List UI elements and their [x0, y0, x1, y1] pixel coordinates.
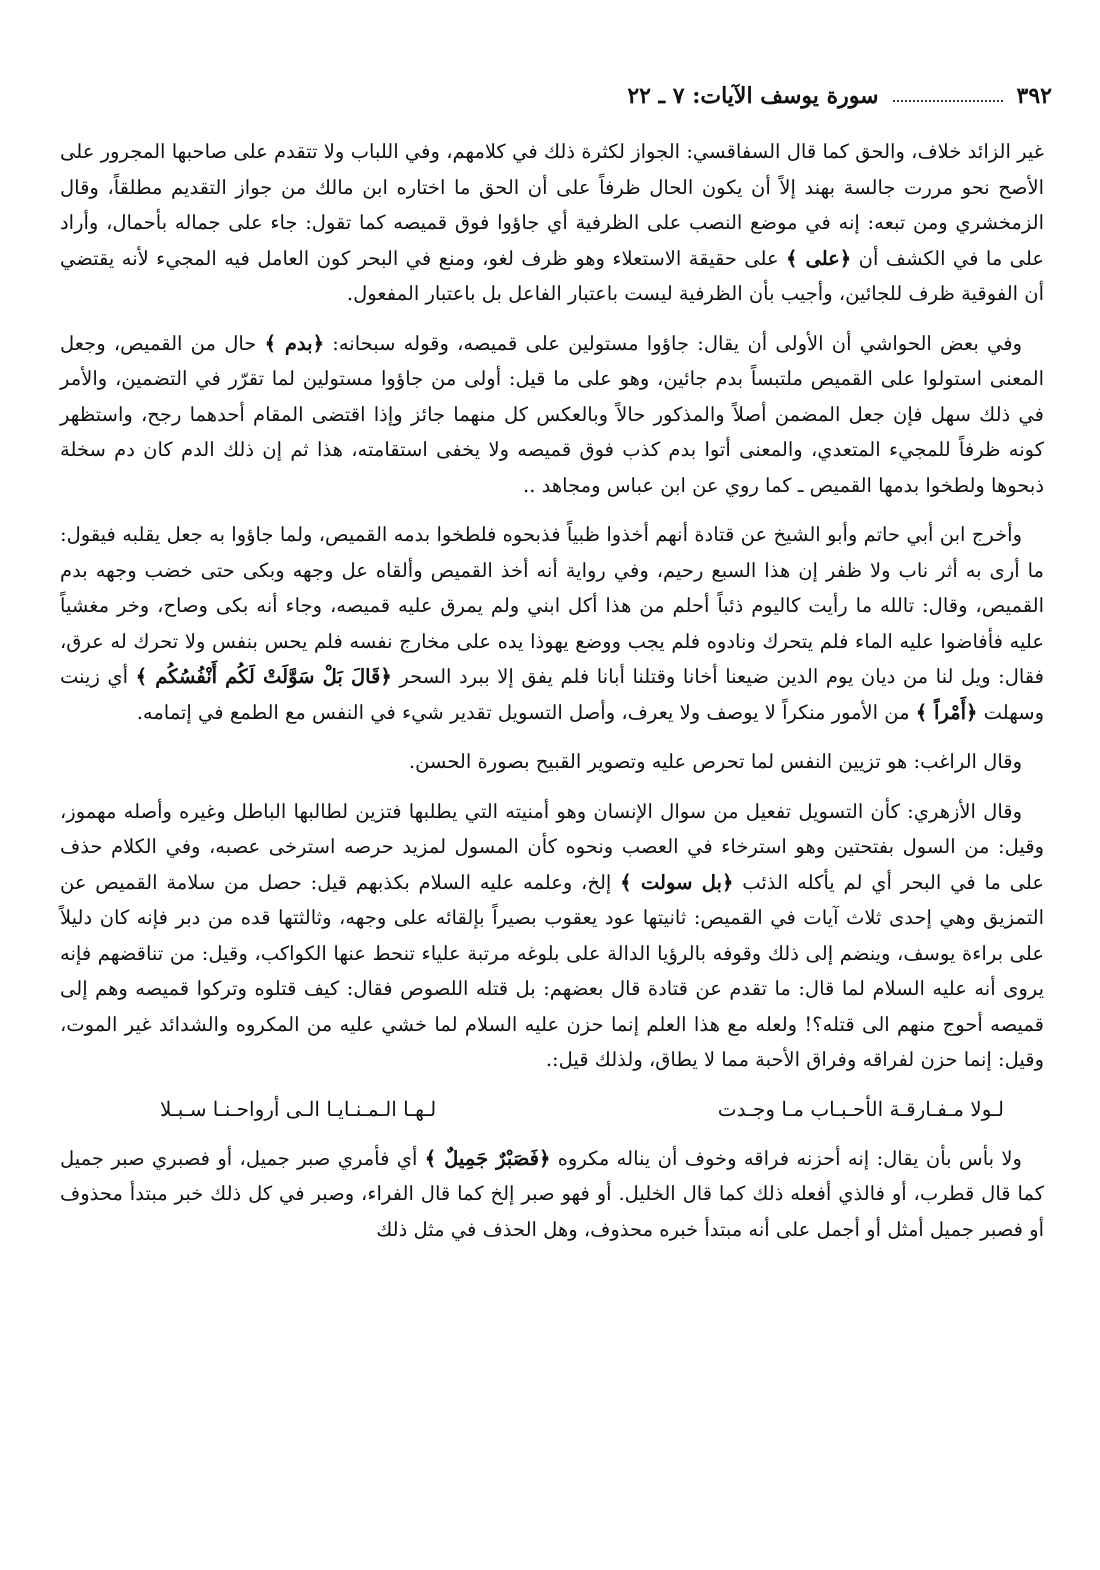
- quran-quote: ﴿بدم ﴾: [264, 331, 325, 355]
- text-run: وقال الأزهري: كأن التسويل تفعيل من سوال الإنسان وهو أمنيته التي يطلبها فتزين لطالبها الباطل وغيره وأصله مهموز، وقيل: من السول بفتحتين وهو استرخاء في العصب ونحوه كأن المسول لمزيد حرصه استرخى عصبه، وفي الكلام حذف على ما في البحر أي لم يأكله الذئب: [60, 799, 1044, 894]
- paragraph: [60, 134, 1044, 312]
- text-run: وقال الراغب: هو تزيين النفس لما تحرص عليه وتصوير القبيح بصورة الحسن.: [408, 750, 1022, 773]
- header-dotted-leader: [893, 100, 1003, 102]
- text-run: وفي بعض الحواشي أن الأولى أن يقال: جاؤوا مستولين على قميصه، وقوله سبحانه:: [324, 331, 1022, 355]
- text-run: وأخرج ابن أبي حاتم وأبو الشيخ عن قتادة أنهم أخذوا ظبياً فذبحوه فلطخوا بدمه القميص، ولما جاؤوا به جعل يقلبه فيقول: ما أرى به أثر ناب ولا ظفر إن هذا السبع رحيم، وفي رواية أنه أخذ القميص وألقاه عل وجهه وبكى حتى خضب وجهه بدم القميص، وقال: تالله ما رأيت كاليوم ذئباً أحلم من هذا أكل ابني ولم يمرق عليه قميصه، وجاء أنه بكى وصاح، وخر مغشياً عليه فأفاضوا عليه الماء فلم يتحرك ونادوه فلم يجب ووضع يهوذا يده على مخارج نفسه فلم يحس بنفس ولا تحرك له عرق، فقال: ويل لنا من ديان يوم الدين ضيعنا أخانا وقتلنا أبانا فلم يفق إلا ببرد السحر: [60, 523, 1044, 688]
- paragraph: [60, 1141, 1044, 1248]
- quran-quote: ﴿فَصَبْرٌ جَمِيلٌ ﴾: [424, 1146, 551, 1170]
- text-run: ولا بأس بأن يقال: إنه أحزنه فراقه وخوف أن يناله مكروه: [550, 1146, 1022, 1170]
- text-run: أي زينت وسهلت: [60, 665, 1044, 724]
- paragraph: [60, 744, 1044, 780]
- page-body: [60, 134, 1044, 1261]
- quran-quote: ﴿أَمْراً ﴾: [915, 700, 978, 724]
- verse-hemistich-left: لـهـا الـمـنـايـا الـى أرواحـنـا سـبـلا: [160, 1096, 437, 1121]
- text-run: حال من القميص، وجعل المعنى استولوا على القميص ملتبساً بدم جائين، وهو على ما قيل: أولى من جاؤوا مستولين لما تقرّر في التضمين، والأمر في ذلك سهل فإن جعل المضمن أصلاً والمذكور حالاً وبالعكس كل منهما جائز وإذا اقتضى المقام أحدهما رجح، واستظهر كونه ظرفاً للمجيء المتعدي، والمعنى أتوا بدم كذب فوق قميصه ولا يخفى استقامته، هذا ثم إن ذلك الدم كان دم سخلة ذبحوها ولطخوا بدمها القميص ـ كما روي عن ابن عباس ومجاهد ..: [60, 331, 1044, 497]
- text-run: غير الزائد خلاف، والحق كما قال السفاقسي: الجواز لكثرة ذلك في كلامهم، وفي اللباب ولا تتقدم على صاحبها المجرور على الأصح نحو مررت جالسة بهند إلاً أن يكون الحال ظرفاً على أن الحق ما اختاره ابن مالك من جواز التقديم مطلقاً، وقال الزمخشري ومن تبعه: إنه في موضع النصب على الظرفية أي جاؤوا فوق قميصه كما تقول: جاء على جماله بأحمال، وأراد على ما في الكشف أن: [60, 140, 1045, 270]
- text-run: على حقيقة الاستعلاء وهو ظرف لغو، ومنع في البحر كون العامل فيه المجيء لأنه يقتضي أن الفوقية ظرف للجائين، وأجيب بأن الظرفية ليست باعتبار الفاعل بل باعتبار المفعول.: [60, 246, 1044, 305]
- poetry-verse: [160, 1092, 1004, 1127]
- quran-quote: ﴿بل سولت ﴾: [620, 870, 734, 894]
- verse-hemistich-right: لـولا مـفـارقـة الأحـبـاب مـا وجـدت: [717, 1096, 1004, 1121]
- paragraph: [60, 794, 1044, 1078]
- paragraph: [60, 326, 1044, 504]
- text-run: من الأمور منكراً لا يوصف ولا يعرف، وأصل التسويل تقدير شيء في النفس مع الطمع في إتمامه.: [136, 700, 916, 724]
- text-run: إلخ، وعلمه عليه السلام بكذبهم قيل: حصل من سلامة القميص عن التمزيق وهي إحدى ثلاث آيات في القميص: ثانيتها عود يعقوب بصيراً بإلقائه على وجهه، وثالثتها قده من دبر فإنه كان دليلاً على براءة يوسف، وينضم إلى ذلك وقوفه بالرؤيا الدالة على بلوغه مرتبة علياء تنحط عنها الكواكب، وقيل: من تناقضهم فإنه يروى أنه عليه السلام لما قال: ما تقدم عن قتادة قال بعضهم: بل قتله اللصوص فقال: كيف قتلوه وتركوا قميصه وهم إلى قميصه أحوج منهم الى قتله؟! ولعله مع هذا العلم إنما حزن عليه السلام لما خشي عليه من المكروه والشدائد غير الموت، وقيل: إنما حزن لفراقه وفراق الأحبة مما لا يطاق، ولذلك قيل:.: [60, 870, 1044, 1071]
- paragraph: [60, 517, 1044, 730]
- page-number: ٣٩٢: [1016, 83, 1052, 109]
- quran-quote: ﴿على ﴾: [786, 246, 852, 270]
- page-header: [52, 78, 1052, 114]
- text-run: أي فأمري صبر جميل، أو فصبري صبر جميل كما قال قطرب، أو فالذي أفعله ذلك كما قال الخليل. أو فهو صبر إلخ كما قال الفراء، وصبر في كل ذلك خبر مبتدأ محذوف أو فصبر جميل أمثل أو أجمل على أنه مبتدأ خبره محذوف، وهل الحذف في مثل ذلك: [60, 1146, 1044, 1241]
- chapter-title: سورة يوسف الآيات: ٧ ـ ٢٢: [627, 83, 879, 109]
- quran-quote: ﴿قَالَ بَلْ سَوَّلَتْ لَكُم أَنْفُسُكُم ﴾: [135, 665, 392, 688]
